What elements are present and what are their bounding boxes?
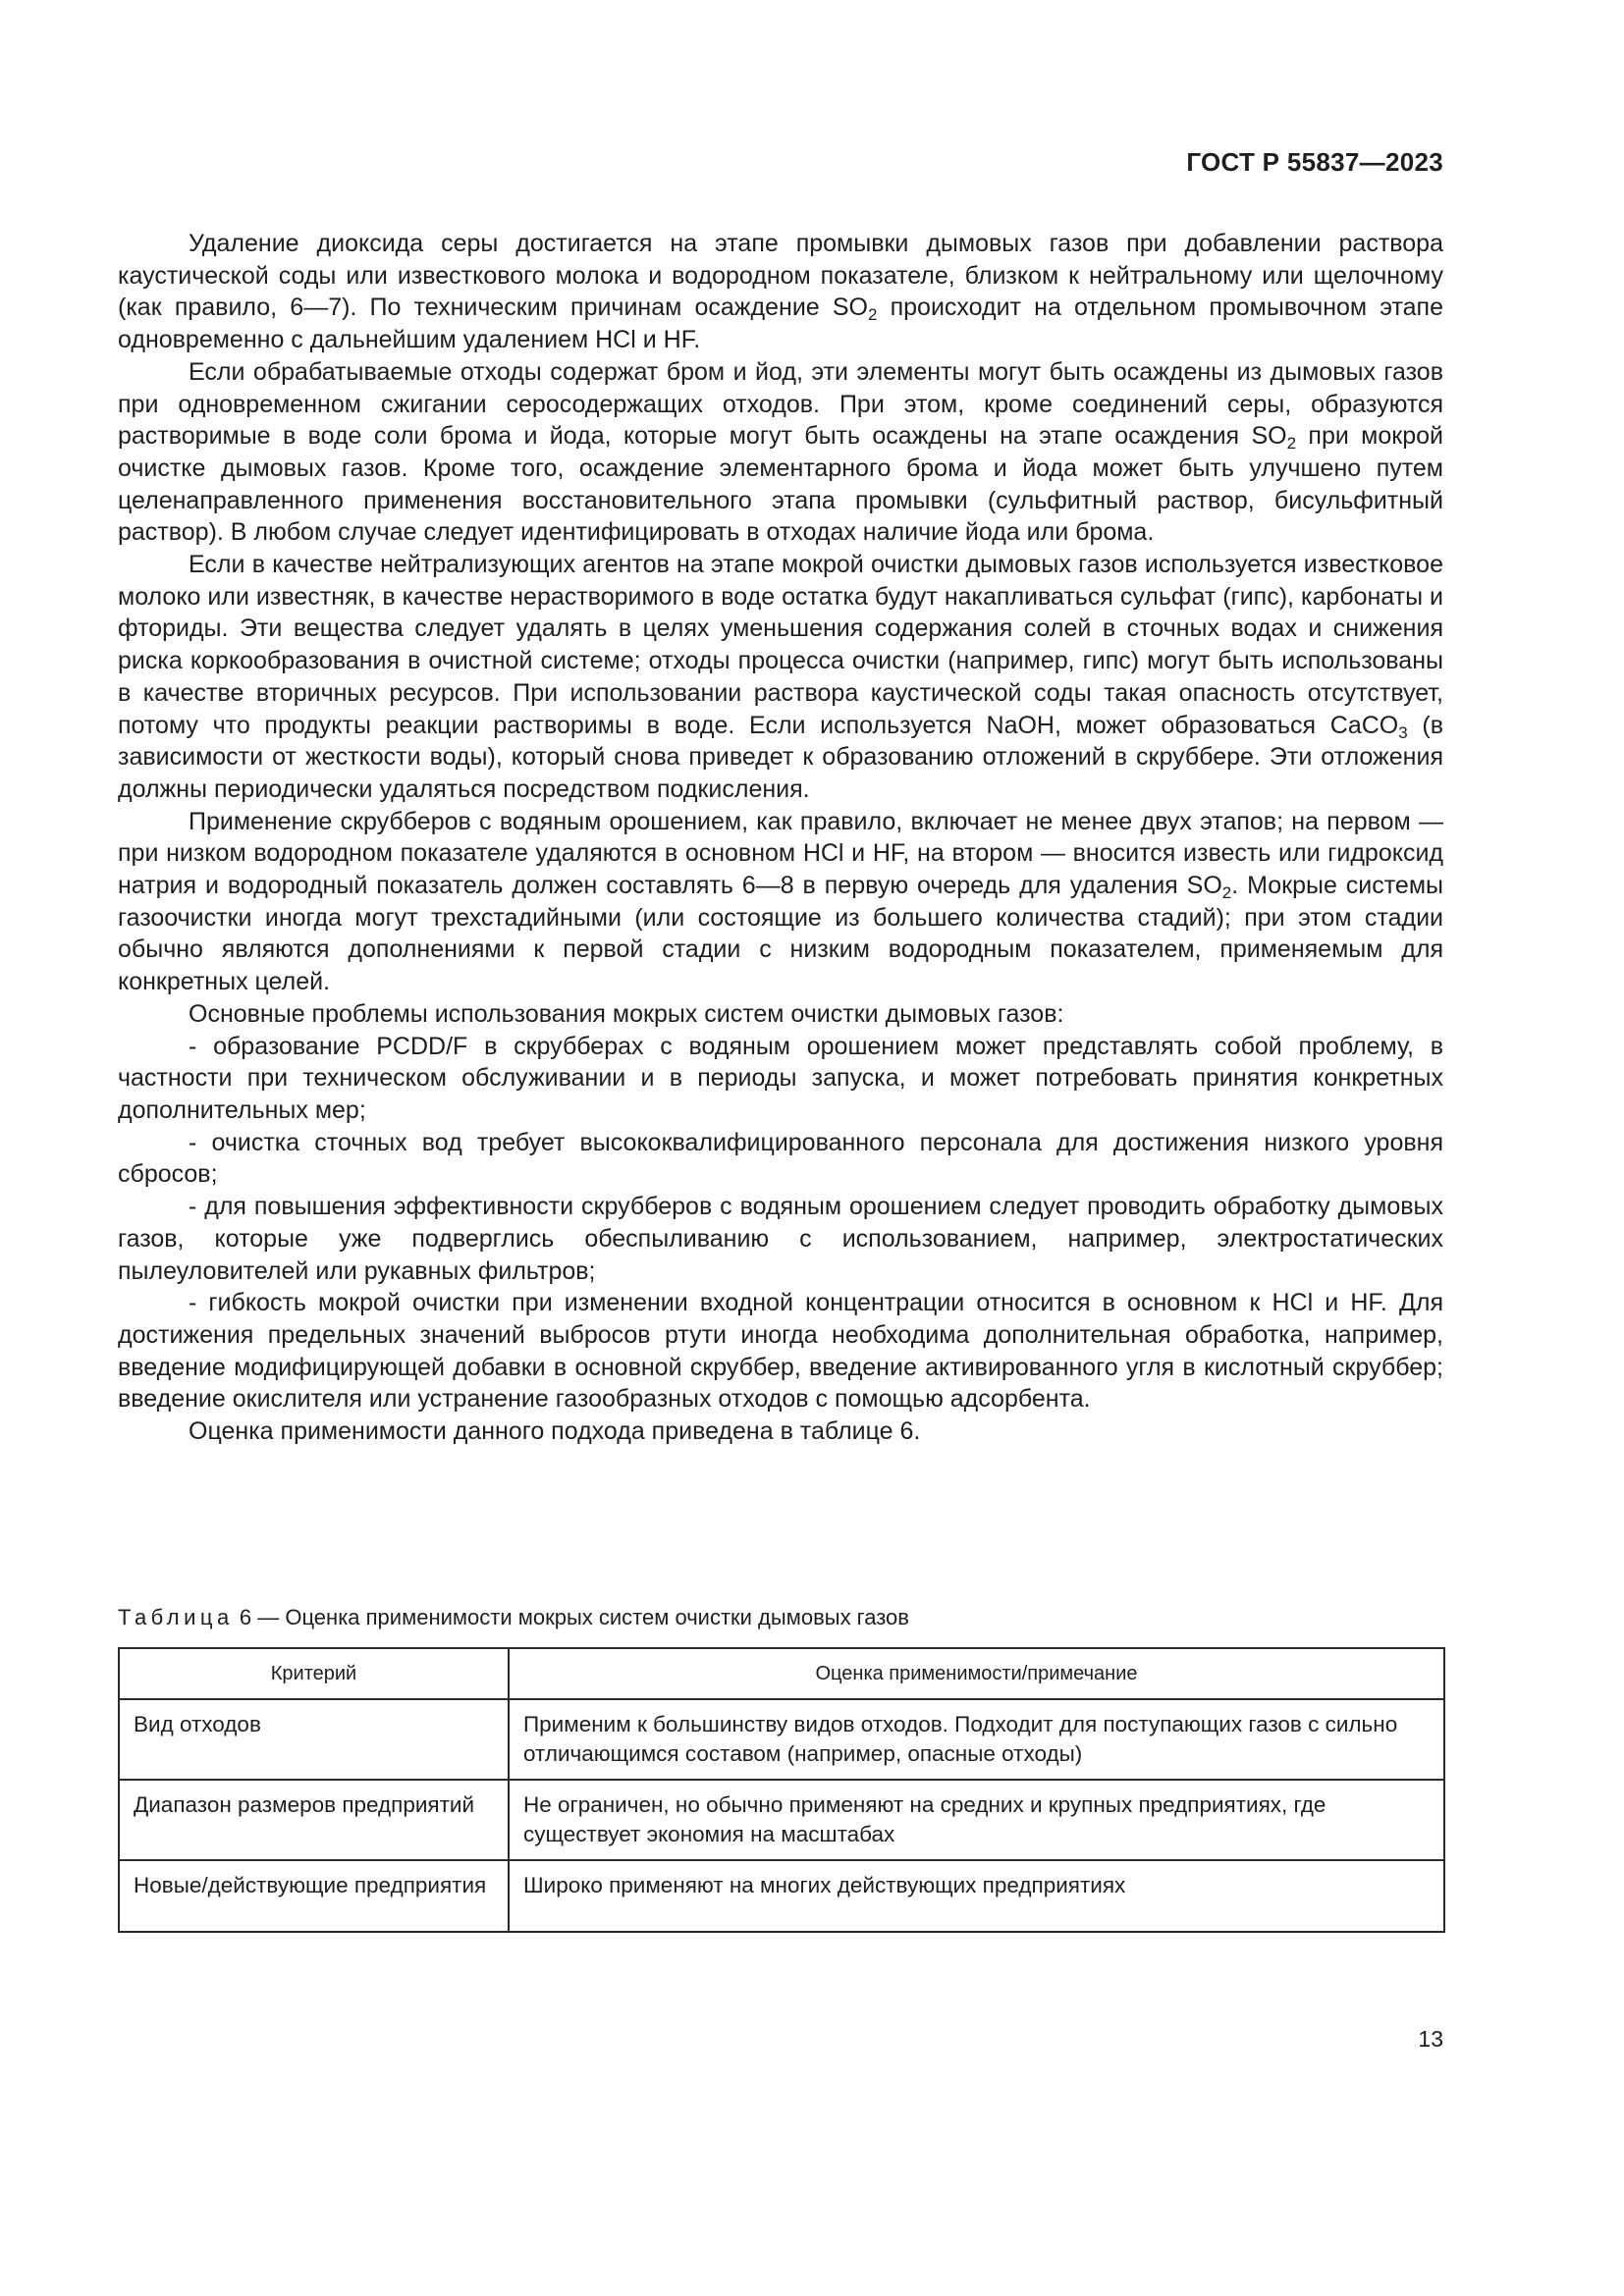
body-paragraph	[118, 1031, 1443, 1127]
table-caption-title: 6 — Оценка применимости мокрых систем очистки дымовых газов	[233, 1605, 909, 1629]
applicability-table	[118, 1647, 1445, 1933]
body-paragraph	[118, 1127, 1443, 1191]
column-header-criterion: Критерий	[119, 1648, 509, 1699]
table-header-row	[119, 1648, 1444, 1699]
table-caption-word: Таблица	[118, 1605, 234, 1629]
assessment-cell: Не ограничен, но обычно применяют на средних и крупных предприятиях, где существует экономия на масштабах	[509, 1780, 1444, 1860]
body-paragraph	[118, 549, 1443, 806]
paragraph-text-run: Удаление диоксида серы достигается на этапе промывки дымовых газов при добавлении раствора каустической соды или известкового молока и водородном показателе, близком к нейтральному или щелочному (как правило, 6—7). По техническим причинам осаждение SO	[118, 230, 1443, 322]
paragraph-text-run: (в зависимости от жесткости воды), который снова приведет к образованию отложений в скруббере. Эти отложения должны периодически удаляться посредством подкисления.	[118, 711, 1444, 803]
paragraph-text-run: - очистка сточных вод требует высококвалифицированного персонала для достижения низкого уровня сбросов;	[118, 1128, 1443, 1189]
paragraph-text-run: при мокрой очистке дымовых газов. Кроме того, осаждение элементарного брома и йода может быть улучшено путем целенаправленного применения восстановительного этапа промывки (сульфитный раствор, бисульфитный раствор). В любом случае следует идентифицировать в отходах наличие йода или брома.	[118, 422, 1443, 547]
subscript-text: 3	[1398, 722, 1408, 742]
paragraph-text-run: Применение скрубберов с водяным орошением, как правило, включает не менее двух этапов; на первом — при низком водородном показателе удаляются в основном HCl и HF, на втором — вносится известь или гидроксид натрия и водородный показатель должен составлять 6—8 в первую очередь для удаления SO	[118, 807, 1443, 900]
paragraph-text-run: Основные проблемы использования мокрых систем очистки дымовых газов:	[189, 999, 1064, 1028]
body-paragraph	[118, 806, 1443, 998]
criterion-cell: Диапазон размеров предприятий	[119, 1780, 509, 1860]
table-caption	[118, 1604, 909, 1631]
paragraph-text-run: - гибкость мокрой очистки при изменении входной концентрации относится в основном к HCl и HF. Для достижения предельных значений выбросов ртути иногда необходима дополнительная обработка, например, введение модифицирующей добавки в основной скруббер, введение активированного угля в кислотный скруббер; введение окислителя или устранение газообразных отходов с помощью адсорбента.	[118, 1289, 1443, 1414]
page-number: 13	[1418, 2026, 1443, 2052]
paragraph-text-run: . Мокрые системы газоочистки иногда могут трехстадийными (или состоящие из большего количества стадий); при этом стадии обычно являются дополнениями к первой стадии с низким водородным показателем, применяемым для конкретных целей.	[118, 872, 1443, 996]
table-row	[119, 1780, 1444, 1860]
criterion-cell: Новые/действующие предприятия	[119, 1860, 509, 1932]
body-paragraph	[118, 1415, 1443, 1448]
body-paragraph	[118, 356, 1443, 549]
body-text	[118, 228, 1443, 1448]
paragraph-text-run: Оценка применимости данного подхода приведена в таблице 6.	[189, 1417, 921, 1446]
paragraph-text-run: происходит на отдельном промывочном этапе одновременно с дальнейшим удалением HCl и HF.	[118, 294, 1443, 354]
table-row	[119, 1699, 1444, 1780]
paragraph-text-run: - образование PCDD/F в скрубберах с водяным орошением может представлять собой проблему, в частности при техническом обслуживании и в периоды запуска, и может потребовать принятия конкретных дополнительных мер;	[118, 1032, 1443, 1124]
body-paragraph	[118, 228, 1443, 356]
document-id-header: ГОСТ Р 55837—2023	[1186, 147, 1443, 177]
subscript-text: 2	[1221, 883, 1232, 903]
paragraph-text-run: Если в качестве нейтрализующих агентов на этапе мокрой очистки дымовых газов используется известковое молоко или известняк, в качестве нерастворимого в воде остатка будут накапливаться сульфат (гипс), карбонаты и фториды. Эти вещества следует удалять в целях уменьшения содержания солей в сточных водах и снижения риска коркообразования в очистной системе; отходы процесса очистки (например, гипс) могут быть использованы в качестве вторичных ресурсов. При использовании раствора каустической соды такая опасность отсутствует, потому что продукты реакции растворимы в воде. Если используется NaOH, может образоваться CaCO	[118, 551, 1443, 739]
body-paragraph	[118, 998, 1443, 1031]
body-paragraph	[118, 1191, 1443, 1287]
body-paragraph	[118, 1287, 1443, 1415]
paragraph-text-run: Если обрабатываемые отходы содержат бром и йод, эти элементы могут быть осаждены из дымовых газов при одновременном сжигании серосодержащих отходов. При этом, кроме соединений серы, образуются растворимые в воде соли брома и йода, которые могут быть осаждены на этапе осаждения SO	[118, 357, 1443, 451]
assessment-cell: Широко применяют на многих действующих предприятиях	[509, 1860, 1444, 1932]
subscript-text: 2	[867, 305, 878, 325]
column-header-assessment: Оценка применимости/примечание	[509, 1648, 1444, 1699]
table-row	[119, 1860, 1444, 1932]
criterion-cell: Вид отходов	[119, 1699, 509, 1780]
subscript-text: 2	[1286, 434, 1297, 454]
paragraph-text-run: - для повышения эффективности скрубберов с водяным орошением следует проводить обработку дымовых газов, которые уже подверглись обеспыливанию с использованием, например, электростатических пылеуловителей или рукавных фильтров;	[118, 1193, 1443, 1285]
assessment-cell: Применим к большинству видов отходов. Подходит для поступающих газов с сильно отличающимся составом (например, опасные отходы)	[509, 1699, 1444, 1780]
